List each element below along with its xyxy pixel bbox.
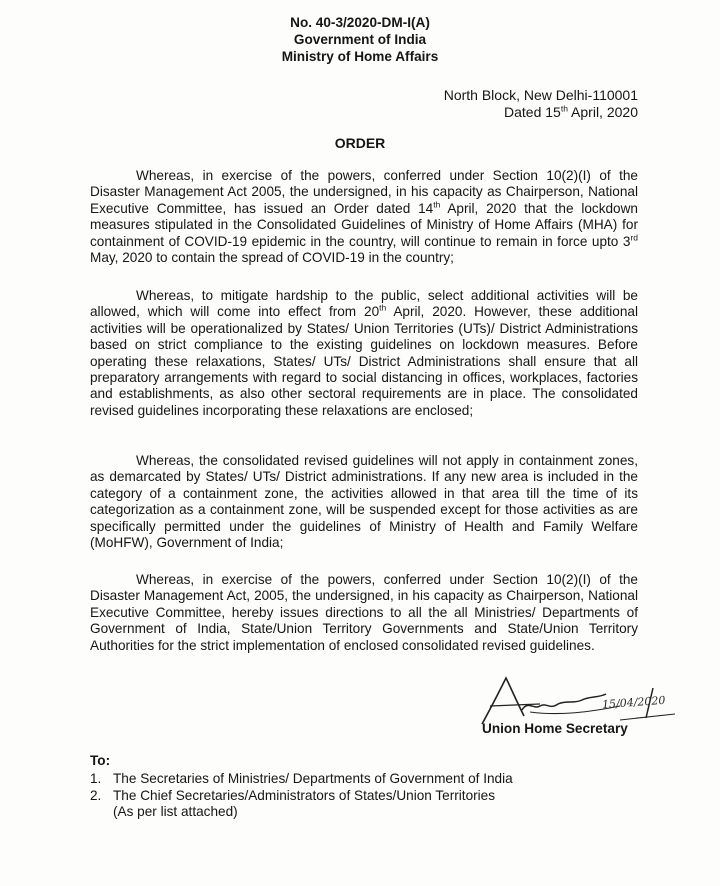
ministry-name: Ministry of Home Affairs (281, 49, 439, 64)
place-and-date (444, 87, 638, 121)
paragraph-2: Whereas, to mitigate hardship to the public, select additional activities will be allowed, which will come into effect from 20th April, 2020. However, these additional activities will be operationalized by States/ Union Territories (UTs)/ District Administrations based on strict compliance to the existing guidelines on lockdown measures. Before operating these relaxations, States/ UTs/ District Administrations shall ensure that all preparatory arrangements with regard to social distancing in offices, workplaces, factories and establishments, as also other sectoral requirements are in place. The consolidated revised guidelines incorporating these relaxations are enclosed; (90, 288, 638, 418)
dated-line: Dated 15th April, 2020 (504, 103, 638, 120)
recipients-label: To: (90, 753, 111, 768)
list-item: 1. The Secretaries of Ministries/ Departments of Government of India (90, 771, 513, 786)
designation: Union Home Secretary (482, 721, 628, 736)
list-item: 2. The Chief Secretaries/Administrators of States/Union Territories (90, 787, 496, 803)
address: North Block, New Delhi-110001 (443, 87, 638, 103)
paragraph-4: Whereas, in exercise of the powers, conferred under Section 10(2)(I) of the Disaster Management Act, 2005, the undersigned, in his capacity as Chairperson, National Executive Committee, hereby issues directions to all the all Ministries/ Departments of Government of India, State/Union Territory Governments and State/Union Territory Authorities for the strict implementation of enclosed consolidated revised guidelines. (90, 572, 638, 653)
paragraph-1: Whereas, in exercise of the powers, conferred under Section 10(2)(I) of the Disaster Management Act 2005, the undersigned, in his capacity as Chairperson, National Executive Committee, has issued an Order dated 14th April, 2020 that the lockdown measures stipulated in the Consolidated Guidelines of Ministry of Home Affairs (MHA) for containment of COVID-19 epidemic in the country, will continue to remain in force upto 3rd May, 2020 to contain the spread of COVID-19 in the country; (90, 168, 638, 266)
government-name: Government of India (293, 32, 427, 47)
recipients-list (90, 771, 650, 804)
letterhead (0, 14, 720, 65)
attachment-note: (As per list attached) (113, 804, 238, 819)
order-title: ORDER (334, 135, 386, 151)
reference-number: No. 40-3/2020-DM-I(A) (290, 15, 430, 30)
handwritten-date: 15/04/2020 (601, 693, 666, 712)
paragraph-3: Whereas, the consolidated revised guidelines will not apply in containment zones, as demarcated by States/ UTs/ District administrations. If any new area is included in the category of a containment zone, the activities allowed in that area till the time of its categorization as a containment zone, will be suspended except for those activities as are specifically permitted under the guidelines of Ministry of Health and Family Welfare (MoHFW), Government of India; (90, 453, 638, 551)
